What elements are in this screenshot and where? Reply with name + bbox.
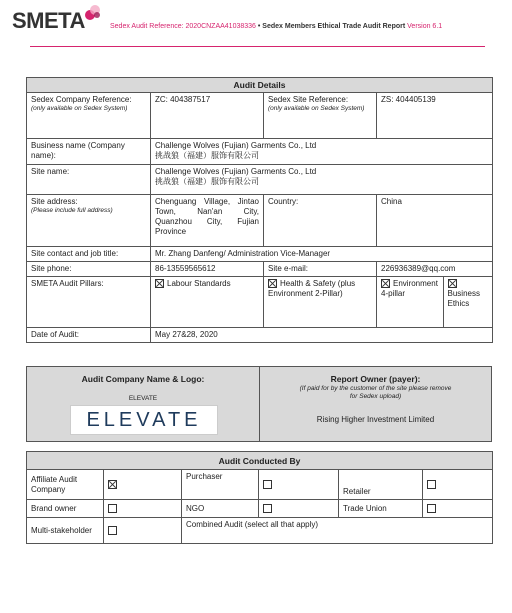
pillar-ethics-cell (443, 277, 492, 327)
brand-owner-checkbox[interactable] (108, 504, 117, 513)
multi-stakeholder-checkbox[interactable] (108, 526, 117, 535)
combined-audit-label: Combined Audit (select all that apply) (182, 518, 493, 544)
retailer-label: Retailer (339, 470, 423, 500)
health-safety-checkbox[interactable] (268, 279, 277, 288)
site-name-label: Site name: (27, 165, 151, 195)
report-title: Sedex Members Ethical Trade Audit Report (262, 23, 406, 30)
audit-reference: Sedex Audit Reference: 2020CNZAA41038336 (110, 23, 256, 30)
site-name-cn: 挑战狼（福建）服饰有限公司 (155, 177, 259, 186)
contact-value: Mr. Zhang Danfeng/ Administration Vice-Manager (151, 247, 493, 262)
site-ref-value: ZS: 404405139 (377, 93, 493, 139)
elevate-logo-text: ELEVATE (86, 409, 202, 431)
report-version: Version 6.1 (407, 23, 443, 30)
retailer-checkbox[interactable] (427, 480, 436, 489)
trade-union-check-cell (423, 500, 493, 518)
pillar-env-ethics-cell (377, 277, 493, 328)
country-value: China (377, 195, 493, 247)
email-value: 226936389@qq.com (377, 262, 493, 277)
report-header-line (110, 23, 442, 30)
date-label: Date of Audit: (27, 328, 151, 343)
audit-conducted-heading: Audit Conducted By (27, 452, 493, 470)
pillar-env-cell (377, 277, 443, 327)
report-owner-label: Report Owner (payer): (330, 374, 421, 384)
header-divider (30, 46, 485, 47)
affiliate-checkbox[interactable] (108, 480, 117, 489)
company-ref-note: (only available on Sedex System) (31, 105, 128, 112)
site-ref-note: (only available on Sedex System) (268, 105, 365, 112)
elevate-logo (70, 405, 218, 435)
audit-details-heading: Audit Details (27, 78, 493, 93)
report-owner-note: (If paid for by the customer of the site please remove for Sedex upload) (299, 385, 452, 400)
brand-owner-check-cell (104, 500, 182, 518)
country-label: Country: (264, 195, 377, 247)
trade-union-checkbox[interactable] (427, 504, 436, 513)
multi-stakeholder-label: Multi-stakeholder (27, 518, 104, 544)
site-address-value: Chenguang Village, Jintao Town, Nan'an City, Quanzhou City, Fujian Province (151, 195, 264, 247)
ngo-check-cell (259, 500, 339, 518)
purchaser-check-cell (259, 470, 339, 500)
brand-owner-label: Brand owner (27, 500, 104, 518)
email-label: Site e-mail: (264, 262, 377, 277)
labour-checkbox[interactable] (155, 279, 164, 288)
pillar-hs-cell (264, 277, 377, 328)
audit-company-right (260, 367, 491, 441)
ngo-checkbox[interactable] (263, 504, 272, 513)
site-name-cell (151, 165, 493, 195)
pillar-business-ethics: Business Ethics (447, 289, 480, 308)
date-value: May 27&28, 2020 (151, 328, 493, 343)
business-name-label: Business name (Company name): (27, 139, 151, 165)
site-ref-label-cell (264, 93, 377, 139)
business-name-en: Challenge Wolves (Fujian) Garments Co., Ltd (155, 141, 317, 150)
site-ref-label: Sedex Site Reference: (268, 95, 349, 104)
pillar-subtable (377, 277, 492, 327)
purchaser-checkbox[interactable] (263, 480, 272, 489)
affiliate-check-cell (104, 470, 182, 500)
site-address-label: Site address: (31, 197, 78, 206)
phone-value: 86-13559565612 (151, 262, 264, 277)
company-ref-value: ZC: 404387517 (151, 93, 264, 139)
site-name-en: Challenge Wolves (Fujian) Garments Co., Ltd (155, 167, 317, 176)
company-ref-label-cell (27, 93, 151, 139)
pillars-label: SMETA Audit Pillars: (27, 277, 151, 328)
business-ethics-checkbox[interactable] (448, 279, 457, 288)
business-name-cn: 挑战狼（福建）服饰有限公司 (155, 151, 259, 160)
pillar-labour-cell (151, 277, 264, 328)
trade-union-label: Trade Union (339, 500, 423, 518)
smeta-logo-dots (84, 4, 102, 22)
purchaser-label: Purchaser (182, 470, 259, 500)
audit-company-left (27, 367, 260, 441)
company-ref-label: Sedex Company Reference: (31, 95, 132, 104)
contact-label: Site contact and job title: (27, 247, 151, 262)
audit-company-label: Audit Company Name & Logo: (81, 374, 205, 384)
environment-checkbox[interactable] (381, 279, 390, 288)
ngo-label: NGO (182, 500, 259, 518)
site-address-note: (Please include full address) (31, 207, 113, 214)
multi-stakeholder-check-cell (104, 518, 182, 544)
pillar-labour: Labour Standards (167, 279, 231, 288)
phone-label: Site phone: (27, 262, 151, 277)
smeta-logo: SMETA (12, 8, 85, 33)
retailer-check-cell (423, 470, 493, 500)
audit-company-name: ELEVATE (128, 395, 158, 402)
audit-details-table (26, 77, 493, 343)
pillar-health-safety: Health & Safety (plus Environment 2-Pillar) (268, 279, 356, 298)
audit-conducted-table (26, 451, 493, 544)
site-address-label-cell (27, 195, 151, 247)
report-owner-value: Rising Higher Investment Limited (316, 415, 435, 424)
header-bullet: • (257, 23, 261, 30)
business-name-cell (151, 139, 493, 165)
affiliate-label: Affiliate Audit Company (27, 470, 104, 500)
audit-company-box (26, 366, 492, 442)
pillar-environment: Environment 4-pillar (381, 279, 438, 298)
